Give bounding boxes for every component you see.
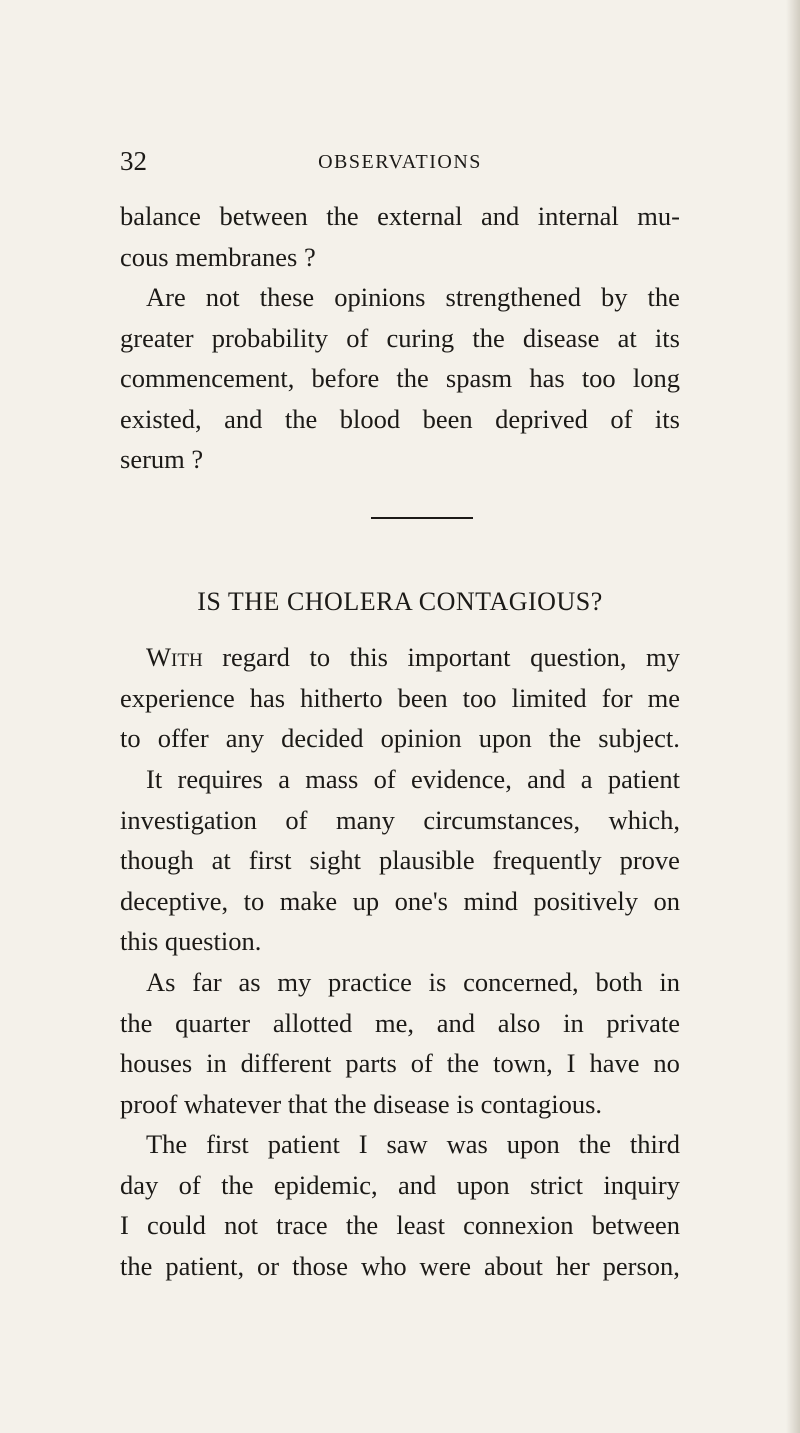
text-line: houses in different parts of the town, I have no [120, 1048, 680, 1079]
text-line: Are not these opinions strengthened by the [146, 282, 680, 312]
running-head [120, 146, 680, 176]
page-number: 32 [120, 146, 147, 176]
section-heading: IS THE CHOLERA CONTAGIOUS? [197, 587, 603, 616]
text-line: The first patient I saw was upon the third [146, 1129, 680, 1159]
text-line: experience has hitherto been too limited for me [120, 682, 680, 713]
paragraph-continuation [120, 196, 680, 277]
text-line: commencement, before the spasm has too long [120, 363, 680, 394]
text-line: serum ? [120, 444, 204, 475]
text-line: balance between the external and internal mu- [120, 201, 680, 231]
paragraph-practice [120, 962, 680, 1124]
text-line: though at first sight plausible frequently prove [120, 845, 680, 876]
text-line: day of the epidemic, and upon strict inquiry [120, 1169, 680, 1200]
text-line: deceptive, to make up one's mind positively on [120, 885, 680, 916]
section-divider [371, 517, 473, 519]
text-line: the quarter allotted me, and also in private [120, 1007, 680, 1038]
text-line: this question. [120, 926, 262, 957]
paragraph-first-patient [120, 1124, 680, 1286]
text-line: As far as my practice is concerned, both in [146, 967, 680, 997]
text-line: to offer any decided opinion upon the subject. [120, 723, 680, 754]
text-line: greater probability of curing the disease at its [120, 322, 680, 353]
text-line: the patient, or those who were about her person, [120, 1250, 680, 1281]
paragraph-with-regard [120, 637, 680, 759]
text-line: proof whatever that the disease is contagious. [120, 1088, 603, 1119]
paragraph-evidence [120, 759, 680, 962]
paragraph-question [120, 277, 680, 480]
page-edge-shadow [786, 0, 800, 1433]
text-line: I could not trace the least connexion between [120, 1210, 680, 1241]
text-line: existed, and the blood been deprived of its [120, 403, 680, 434]
running-title: OBSERVATIONS [318, 151, 482, 173]
text-line: cous membranes ? [120, 241, 316, 272]
text-line: investigation of many circumstances, which, [120, 804, 680, 835]
text-line: It requires a mass of evidence, and a patient [146, 764, 680, 794]
text-line: With regard to this important question, my [146, 642, 680, 672]
